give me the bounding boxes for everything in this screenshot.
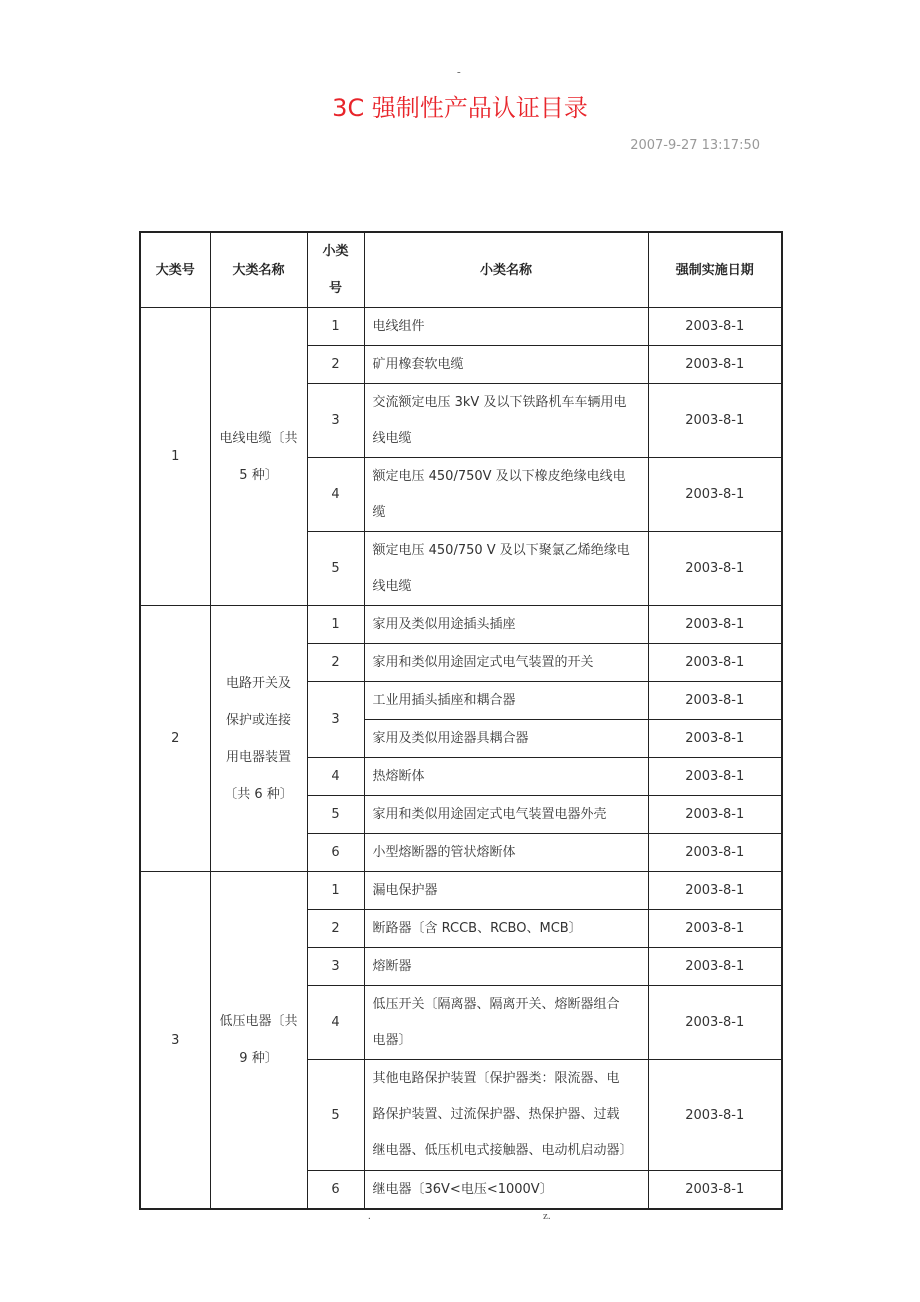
footer-mark-left: . [368,1210,371,1222]
date-cell: 2003-8-1 [648,644,782,682]
minor-no-cell: 1 [307,308,364,346]
date-cell: 2003-8-1 [648,948,782,986]
minor-no-cell: 1 [307,606,364,644]
major-name-line: 〔共 6 种〕 [224,786,293,802]
date-cell: 2003-8-1 [648,308,782,346]
minor-name-cell: 漏电保护器 [364,872,648,910]
minor-name-cell: 家用和类似用途固定式电气装置电器外壳 [364,796,648,834]
minor-name-line: 缆 [372,504,386,520]
major-name-line: 9 种〕 [239,1051,278,1066]
major-name-line: 5 种〕 [239,467,278,483]
minor-no-cell: 2 [307,346,364,384]
major-no-cell: 3 [140,872,210,1210]
table-row [140,606,782,644]
minor-name-line: 线电缆 [372,578,412,594]
header-minor-name: 小类名称 [364,232,648,308]
date-cell: 2003-8-1 [648,986,782,1060]
minor-no-cell: 2 [307,644,364,682]
table-header-row [140,232,782,308]
minor-no-cell: 4 [307,986,364,1060]
minor-name-cell [364,458,648,532]
header-minor-no [307,232,364,308]
date-cell: 2003-8-1 [648,758,782,796]
minor-name-line: 交流额定电压 3kV 及以下铁路机车车辆用电 [372,394,627,410]
minor-no-cell: 1 [307,872,364,910]
major-name-line: 电线电缆〔共 [219,430,298,446]
minor-name-cell [364,532,648,606]
major-name-line: 保护或连接 [225,712,291,728]
minor-name-line: 线电缆 [372,430,412,446]
minor-name-cell [364,986,648,1060]
publish-datetime: 2007-9-27 13:17:50 [630,138,760,153]
minor-name-cell: 家用和类似用途固定式电气装置的开关 [364,644,648,682]
minor-name-line: 低压开关〔隔离器、隔离开关、熔断器组合 [372,996,620,1012]
date-cell: 2003-8-1 [648,346,782,384]
minor-no-cell: 5 [307,1060,364,1171]
date-cell: 2003-8-1 [648,796,782,834]
minor-name-cell: 继电器〔36V<电压<1000V〕 [364,1171,648,1210]
date-cell: 2003-8-1 [648,1171,782,1210]
major-no-cell: 1 [140,308,210,606]
header-mark: - [457,66,461,78]
major-name-cell [210,872,307,1210]
date-cell: 2003-8-1 [648,532,782,606]
minor-name-cell: 家用及类似用途插头插座 [364,606,648,644]
minor-no-cell: 4 [307,758,364,796]
date-cell: 2003-8-1 [648,834,782,872]
header-date: 强制实施日期 [648,232,782,308]
minor-name-line: 继电器、低压机电式接触器、电动机启动器〕 [372,1143,633,1158]
date-cell: 2003-8-1 [648,1060,782,1171]
minor-name-cell: 小型熔断器的管状熔断体 [364,834,648,872]
minor-name-cell: 工业用插头插座和耦合器 [364,682,648,720]
date-cell: 2003-8-1 [648,384,782,458]
page-title: 3C 强制性产品认证目录 [332,94,588,122]
minor-name-line: 其他电路保护装置〔保护器类：限流器、电 [372,1071,620,1086]
date-cell: 2003-8-1 [648,458,782,532]
minor-name-line: 电器〕 [372,1032,412,1048]
major-name-line: 用电器装置 [225,749,291,765]
major-name-cell [210,606,307,872]
major-name-line: 电路开关及 [225,675,291,691]
minor-name-cell: 家用及类似用途器具耦合器 [364,720,648,758]
table-row [140,308,782,346]
date-cell: 2003-8-1 [648,872,782,910]
header-minor-no-line2: 号 [328,281,342,296]
minor-no-cell: 5 [307,532,364,606]
minor-no-cell: 3 [307,948,364,986]
header-minor-no-line1: 小类 [322,244,349,259]
minor-name-cell: 矿用橡套软电缆 [364,346,648,384]
minor-name-cell [364,1060,648,1171]
footer-mark-right: z. [543,1210,551,1222]
minor-no-cell: 2 [307,910,364,948]
minor-name-cell: 热熔断体 [364,758,648,796]
header-major-name: 大类名称 [210,232,307,308]
date-cell: 2003-8-1 [648,682,782,720]
date-cell: 2003-8-1 [648,606,782,644]
minor-no-cell: 5 [307,796,364,834]
minor-name-line: 额定电压 450/750V 及以下橡皮绝缘电线电 [372,468,626,484]
catalog-table [139,231,783,1210]
minor-no-cell: 6 [307,834,364,872]
minor-name-cell: 电线组件 [364,308,648,346]
minor-name-line: 额定电压 450/750 V 及以下聚氯乙烯绝缘电 [372,542,630,558]
date-cell: 2003-8-1 [648,910,782,948]
table-row [140,872,782,910]
major-no-cell: 2 [140,606,210,872]
header-major-no: 大类号 [140,232,210,308]
minor-name-cell [364,384,648,458]
minor-no-cell: 3 [307,682,364,758]
major-name-line: 低压电器〔共 [219,1014,298,1029]
minor-no-cell: 3 [307,384,364,458]
major-name-cell [210,308,307,606]
minor-no-cell: 6 [307,1171,364,1210]
minor-name-cell: 断路器〔含 RCCB、RCBO、MCB〕 [364,910,648,948]
date-cell: 2003-8-1 [648,720,782,758]
minor-no-cell: 4 [307,458,364,532]
minor-name-line: 路保护装置、过流保护器、热保护器、过载 [372,1107,620,1122]
minor-name-cell: 熔断器 [364,948,648,986]
